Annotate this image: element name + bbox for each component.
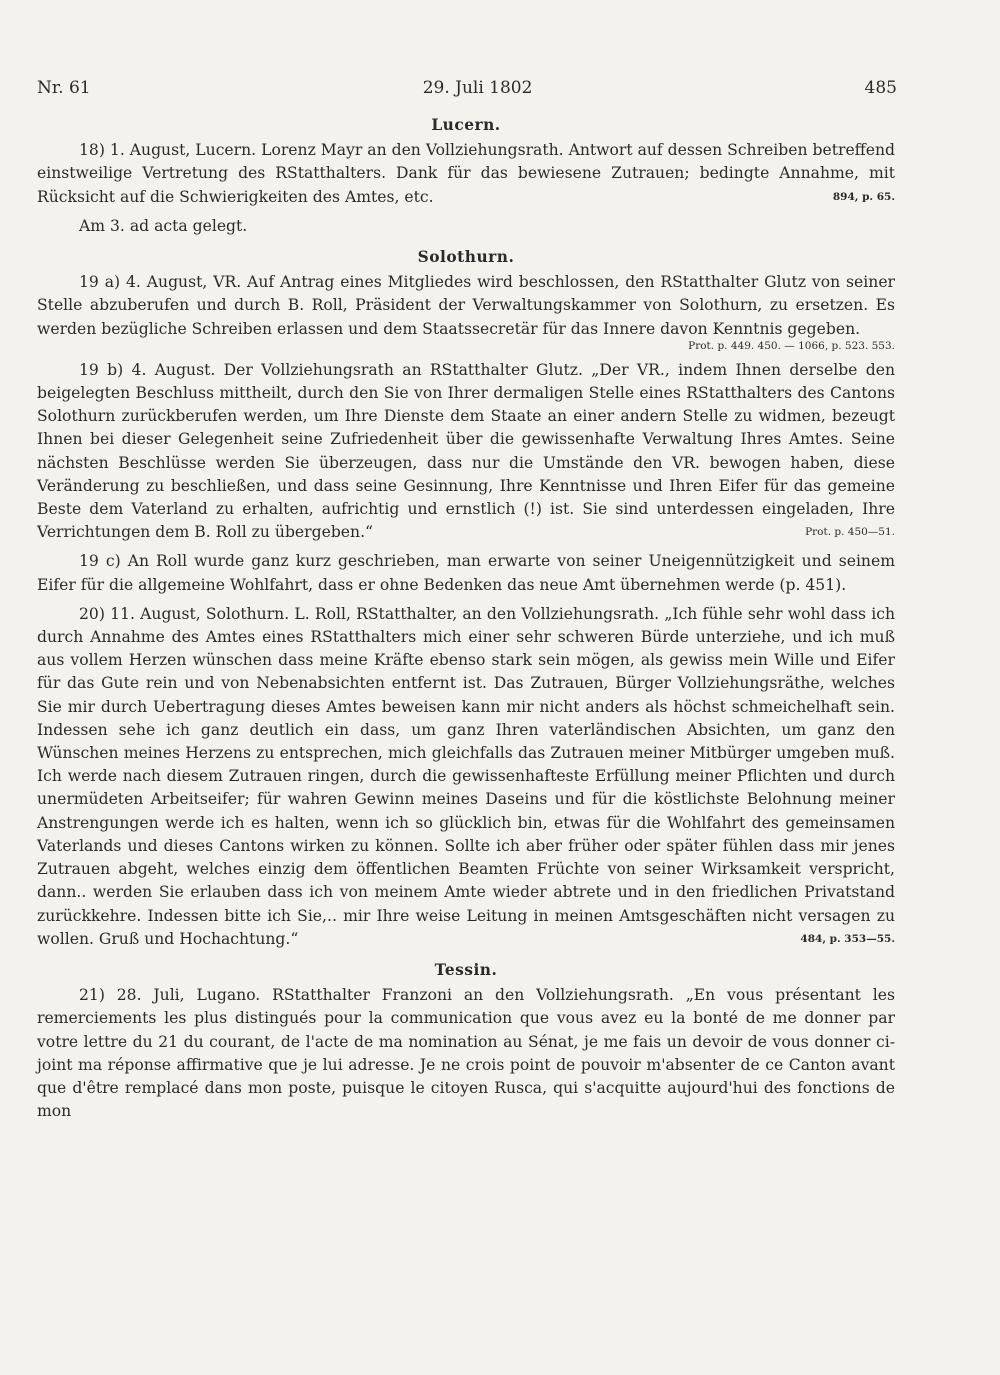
entry-19a: [37, 271, 895, 353]
running-header: [37, 76, 897, 100]
entry-19b: [37, 359, 895, 545]
entry-19b-text: 19 b) 4. August. Der Vollziehungsrath an RStatthalter Glutz. „Der VR., indem Ihnen derselbe den beigelegten Beschluss mittheilt, durch den Sie von Ihrer dermaligen Stelle eines RStatthalters des Cantons Solothurn zurückberufen werden, um Ihre Dienste dem Staate an einer andern Stelle zu widmen, bezeugt Ihnen bei dieser Gelegenheit seine Zufriedenheit über die gewissenhafte Verwaltung Ihres Amtes. Seine nächsten Beschlüsse werden Sie überzeugen, dass nur die Umstände den VR. bewogen haben, diese Veränderung zu beschließen, und dass seine Gesinnung, Ihre Kenntnisse und Ihren Eifer für das gemeine Beste dem Vaterland zu erhalten, aufrichtig und ernstlich (!) ist. Sie sind unterdessen eingeladen, Ihre Verrichtungen dem B. Roll zu übergeben.“: [37, 360, 895, 542]
entry-18-reference: 894, p. 65.: [832, 190, 895, 203]
section-heading-solothurn: Solothurn.: [417, 248, 515, 267]
entry-18: [37, 139, 895, 209]
entry-20-reference: 484, p. 353—55.: [800, 932, 895, 945]
entry-18-text: 18) 1. August, Lucern. Lorenz Mayr an den Vollziehungsrath. Antwort auf dessen Schreiben betreffend einstweilige Vertretung des RStatthalters. Dank für das bewiesene Zutrauen; bedingte Annahme, mit Rücksicht auf die Schwierigkeiten des Amtes, etc.: [37, 141, 895, 206]
entry-19c: 19 c) An Roll wurde ganz kurz geschrieben, man erwarte von seiner Uneigennützigkeit und seinem Eifer für die allgemeine Wohlfahrt, dass er ohne Bedenken das neue Amt übernehmen werde (p. 451).: [37, 552, 895, 594]
entry-19b-reference: Prot. p. 450—51.: [805, 526, 895, 539]
entry-18-note: Am 3. ad acta gelegt.: [79, 216, 248, 235]
header-number: Nr. 61: [37, 78, 91, 98]
section-heading-lucern: Lucern.: [431, 116, 501, 134]
entry-20: [37, 603, 895, 951]
entry-20-text: 20) 11. August, Solothurn. L. Roll, RStatthalter, an den Vollziehungsrath. „Ich fühle sehr wohl dass ich durch Annahme des Amtes eines RStatthalters mich einer sehr schweren Bürde unterziehe, und ich muß aus vollem Herzen wünschen dass meine Kräfte ebenso stark sein mögen, als gewiss mein Wille und Eifer für das Gute rein und von Nebenabsichten entfernt ist. Das Zutrauen, Bürger Vollziehungsräthe, welches Sie mir durch Uebertragung dieses Amtes beweisen kann mir nicht anders als höchst schmeichelhaft sein. Indessen sehe ich ganz deutlich ein dass, um ganz Ihren vaterländischen Absichten, um ganz den Wünschen meines Herzens zu entsprechen, mich gleichfalls das Zutrauen meiner Mitbürger umgeben muß. Ich werde nach diesem Zutrauen ringen, durch die gewissenhafteste Erfüllung meiner Pflichten und durch unermüdeten Arbeitseifer; für wahren Gewinn meines Daseins und für die köstlichste Belohnung meiner Anstrengungen werde ich es halten, wenn ich so glücklich bin, etwas für die Wohlfahrt des gemeinsamen Vaterlands und dieses Cantons wirken zu können. Sollte ich aber früher oder später fühlen dass mir jenes Zutrauen abgeht, welches einzig dem öffentlichen Beamten Früchte von seiner Wirksamkeit verspricht, dann.. werden Sie erlauben dass ich von meinem Amte wieder abtrete und in den friedlichen Privatstand zurückkehre. Indessen bitte ich Sie,.. mir Ihre weise Leitung in meinen Amtsgeschäften nicht versagen zu wollen. Gruß und Hochachtung.“: [37, 604, 895, 948]
entry-21: 21) 28. Juli, Lugano. RStatthalter Franzoni an den Vollziehungsrath. „En vous présentant les remerciements les plus distingués pour la communication que vous avez eu la bonté de me donner par votre lettre du 21 du courant, de l'acte de ma nomination au Sénat, je me fais un devoir de vous donner ci-joint ma réponse affirmative que je lui adresse. Je ne crois point de pouvoir m'absenter de ce Canton avant que d'être remplacé dans mon poste, puisque le citoyen Rusca, qui s'acquitte aujourd'hui des fonctions de mon: [37, 986, 895, 1121]
header-date: 29. Juli 1802: [422, 78, 533, 98]
entry-19a-text: 19 a) 4. August, VR. Auf Antrag eines Mitgliedes wird beschlossen, den RStatthalter Glutz von seiner Stelle abzuberufen und durch B. Roll, Präsident der Verwaltungskammer von Solothurn, zu ersetzen. Es werden bezügliche Schreiben erlassen und dem Staatssecretär für das Innere davon Kenntnis gegeben.: [37, 273, 895, 338]
entry-19a-reference: Prot. p. 449. 450. — 1066, p. 523. 553.: [688, 339, 895, 352]
section-heading-tessin: Tessin.: [434, 960, 498, 979]
header-page-number: 485: [864, 78, 897, 98]
body-text: [37, 114, 895, 1129]
